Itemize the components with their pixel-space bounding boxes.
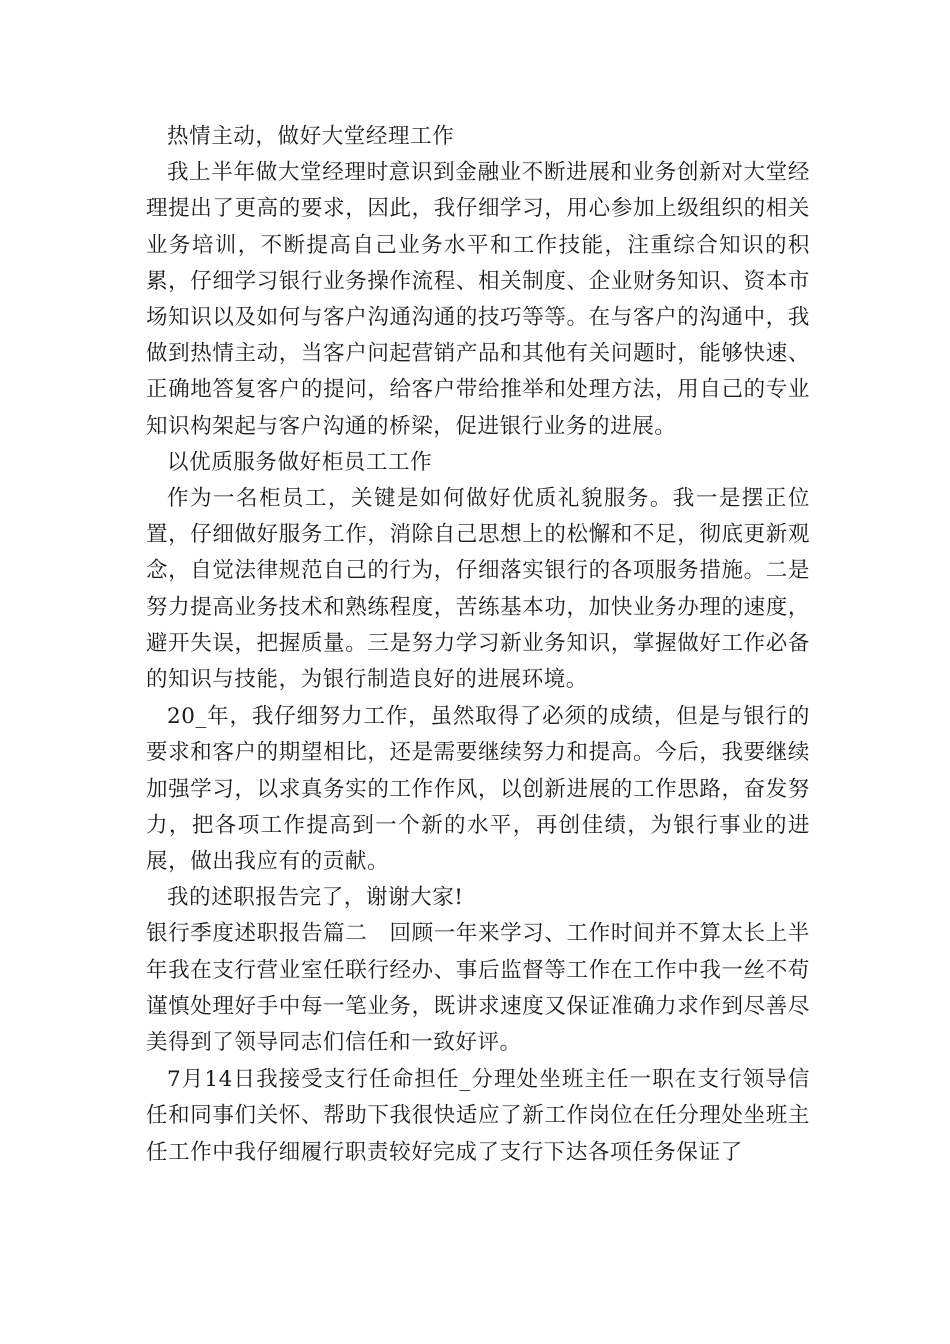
section-heading-teller: 以优质服务做好柜员工工作 — [167, 449, 433, 475]
paragraph-report-two: 银行季度述职报告篇二 回顾一年来学习、工作时间并不算太长上半年我在支行营业室任联行经办、事后监督等工作在工作中我一丝不苟谨慎处理好手中每一笔业务，既讲求速度又保证准确力求作到尽善尽美得到了领导同志们信任和一致好评。 — [146, 921, 810, 1056]
paragraph-teller: 作为一名柜员工，关键是如何做好优质礼貌服务。我一是摆正位置，仔细做好服务工作，消除自己思想上的松懈和不足，彻底更新观念，自觉法律规范自己的行为，仔细落实银行的各项服务措施。二是努力提高业务技术和熟练程度，苦练基本功，加快业务办理的速度，避开失误，把握质量。三是努力学习新业务知识，掌握做好工作必备的知识与技能，为银行制造良好的进展环境。 — [146, 486, 810, 693]
document-body — [146, 119, 810, 1171]
paragraph-summary: 20_年，我仔细努力工作，虽然取得了必须的成绩，但是与银行的要求和客户的期望相比，还是需要继续努力和提高。今后，我要继续加强学习，以求真务实的工作作风，以创新进展的工作思路，奋发努力，把各项工作提高到一个新的水平，再创佳绩，为银行事业的进展，做出我应有的贡献。 — [146, 704, 810, 875]
closing-line: 我的述职报告完了，谢谢大家! — [167, 885, 464, 911]
paragraph-lobby-manager: 我上半年做大堂经理时意识到金融业不断进展和业务创新对大堂经理提出了更高的要求，因此，我仔细学习，用心参加上级组织的相关业务培训，不断提高自己业务水平和工作技能，注重综合知识的积累，仔细学习银行业务操作流程、相关制度、企业财务知识、资本市场知识以及如何与客户沟通沟通的技巧等等。在与客户的沟通中，我做到热情主动，当客户问起营销产品和其他有关问题时，能够快速、正确地答复客户的提问，给客户带给推举和处理方法，用自己的专业知识构架起与客户沟通的桥梁，促进银行业务的进展。 — [146, 160, 810, 439]
paragraph-july-appointment: 7月14日我接受支行任命担任_分理处坐班主任一职在支行领导信任和同事们关怀、帮助下我很快适应了新工作岗位在任分理处坐班主任工作中我仔细履行职责较好完成了支行下达各项任务保证了 — [146, 1067, 810, 1165]
section-heading-lobby-manager: 热情主动，做好大堂经理工作 — [167, 124, 455, 149]
